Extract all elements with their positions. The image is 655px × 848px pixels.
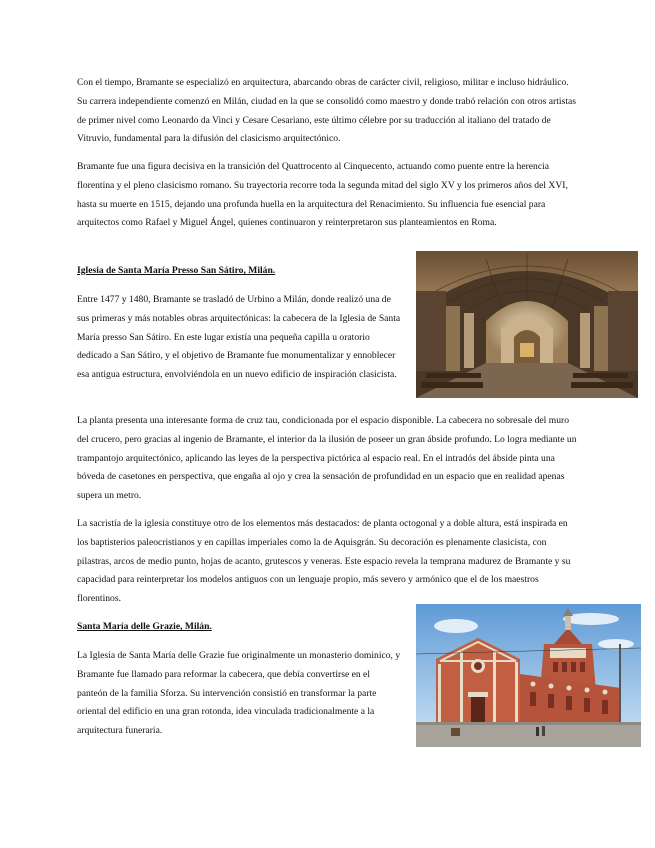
san-satiro-paragraph-3: La sacristía de la iglesia constituye otro de los elementos más destacados: de planta octogonal y a doble altura, está inspirada en los baptisterios paleocristianos y en capillas imperiales como la de Aquisgrán. Su decoración es plenamente clasicista, con pilastras, arcos de medio punto, hojas de acanto, grutescos y veneras. Este espacio revela la temprana madurez de Bramante y su capacidad para reinterpretar los modelos antiguos con un lenguaje propio, más severo y armónico que el de los maestros florentinos.: [77, 518, 571, 605]
delle-grazie-exterior-photo: [416, 604, 641, 747]
delle-grazie-paragraph-1: La Iglesia de Santa María delle Grazie fue originalmente un monasterio dominico, y Bramante fue llamado para reformar la cabecera, que debía convertirse en el panteón de la familia Sforza. Su intervención consistió en transformar la parte oriental del edificio en una gran rotonda, idea vinculada tradicionalmente a la arquitectura funeraria.: [77, 650, 401, 737]
section-heading-san-satiro: Iglesia de Santa María Presso San Sátiro, Milán.: [77, 265, 276, 276]
san-satiro-paragraph-2: La planta presenta una interesante forma de cruz tau, condicionada por el espacio disponible. La cabecera no sobresale del muro del crucero, pero gracias al ingenio de Bramante, el interior da la ilusión de poseer un gran ábside profundo. Lo logra mediante un trampantojo arquitectónico, aplicando las leyes de la perspectiva pictórica al espacio real. En el intradós del ábside pinta una bóveda de casetones en perspectiva, que engaña al ojo y crea la sensación de profundidad en un espacio que en realidad apenas supera un metro.: [77, 415, 577, 502]
section-heading-delle-grazie: Santa María delle Grazie, Milán.: [77, 621, 212, 632]
san-satiro-interior-photo: [416, 251, 638, 398]
intro-paragraph-2: Bramante fue una figura decisiva en la transición del Quattrocento al Cinquecento, actuando como puente entre la herencia florentina y el pleno clasicismo romano. Su trayectoria recorre toda la segunda mitad del siglo XV y los primeros años del XVI, hasta su muerte en 1515, dejando una profunda huella en la arquitectura del Renacimiento. Su influencia fue esencial para arquitectos como Rafael y Miguel Ángel, quienes continuaron y reinterpretaron sus planteamientos en Roma.: [77, 161, 568, 229]
san-satiro-paragraph-1: Entre 1477 y 1480, Bramante se trasladó de Urbino a Milán, donde realizó una de sus primeras y más notables obras arquitectónicas: la cabecera de la Iglesia de Santa María presso San Sátiro. En este lugar existía una pequeña capilla u oratorio dedicado a San Sátiro, y el objetivo de Bramante fue monumentalizar y ennoblecer esa antigua estructura, envolviéndola en un nuevo edificio de inspiración clasicista.: [77, 294, 401, 381]
intro-paragraph-1: Con el tiempo, Bramante se especializó en arquitectura, abarcando obras de carácter civil, religioso, militar e incluso hidráulico. Su carrera independiente comenzó en Milán, ciudad en la que se consolidó como maestro y donde trabó relación con otros artistas de primer nivel como Leonardo da Vinci y Cesare Cesariano, este último célebre por su traducción al italiano del tratado de Vitruvio, fundamental para la difusión del clasicismo arquitectónico.: [77, 77, 576, 145]
